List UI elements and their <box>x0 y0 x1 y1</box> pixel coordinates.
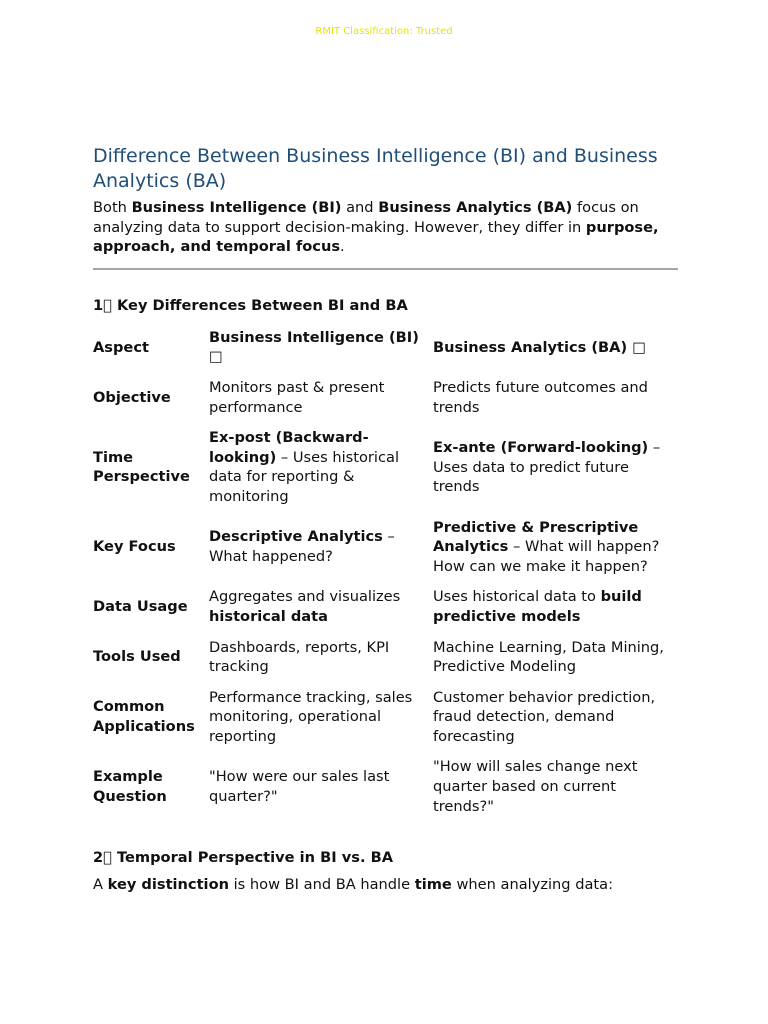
cell-bold-text: build predictive models <box>433 588 642 625</box>
cell-ba <box>433 683 678 753</box>
table-row <box>93 752 678 822</box>
cell-aspect: Common Applications <box>93 698 195 736</box>
cell-ba <box>433 752 678 822</box>
cell-aspect: Key Focus <box>93 538 176 556</box>
cell-text: Predicts future outcomes and trends <box>433 378 648 416</box>
cell-aspect: Data Usage <box>93 598 188 616</box>
cell-bold-text: Descriptive Analytics <box>209 528 383 546</box>
cell-text: Uses historical data to <box>433 588 601 606</box>
cell-ba <box>433 582 678 632</box>
document-body <box>93 144 678 895</box>
cell-bold-text: Predictive & Prescriptive Analytics <box>433 518 639 556</box>
cell-aspect: Time Perspective <box>93 448 190 486</box>
cell-text: – Uses data to predict future trends <box>433 438 661 496</box>
section-heading-key-differences: 1⃣ Key Differences Between BI and BA <box>93 296 408 314</box>
cell-text: Performance tracking, sales monitoring, operational reporting <box>209 688 413 745</box>
classification-label: RMIT Classification: Trusted <box>315 26 453 37</box>
cell-bi <box>209 633 433 683</box>
header-bi: Business Intelligence (BI) □ <box>209 328 419 366</box>
cell-text: – What will happen? How can we make it happen? <box>433 538 660 575</box>
horizontal-divider <box>93 268 678 270</box>
cell-text: Monitors past & present performance <box>209 378 385 416</box>
temporal-intro-line <box>93 875 678 895</box>
intro-bold-ba: Business Analytics (BA) <box>378 199 573 216</box>
differences-table <box>93 323 678 822</box>
table-row <box>93 423 678 512</box>
cell-text: – Uses historical data for reporting & monitoring <box>209 448 399 505</box>
cell-bi <box>209 373 433 423</box>
table-row <box>93 513 678 583</box>
cell-bi <box>209 423 433 512</box>
cell-aspect: Objective <box>93 388 171 406</box>
cell-bi <box>209 582 433 632</box>
cell-text: Machine Learning, Data Mining, Predictive Modeling <box>433 638 664 676</box>
cell-text: Customer behavior prediction, fraud detection, demand forecasting <box>433 688 656 745</box>
line-bold: time <box>414 876 452 894</box>
cell-bi <box>209 513 433 583</box>
cell-ba <box>433 513 678 583</box>
cell-bi <box>209 752 433 822</box>
cell-text: – What happened? <box>209 528 395 565</box>
intro-text: focus on analyzing data to support decision-making. However, they differ in <box>93 199 639 236</box>
header-aspect: Aspect <box>93 338 149 356</box>
intro-text: Both <box>93 199 132 216</box>
intro-text: and <box>341 199 379 216</box>
cell-bi <box>209 683 433 753</box>
cell-bold-text: Ex-ante (Forward-looking) <box>433 438 649 456</box>
cell-bold-text: historical data <box>209 607 328 625</box>
table-row <box>93 633 678 683</box>
intro-paragraph <box>93 198 678 257</box>
intro-text: . <box>340 238 345 256</box>
cell-ba <box>433 633 678 683</box>
table-row <box>93 373 678 423</box>
line-bold: key distinction <box>107 876 229 894</box>
table-row <box>93 582 678 632</box>
table-header-row <box>93 323 678 373</box>
line-text: when analyzing data: <box>451 876 614 894</box>
cell-text: "How will sales change next quarter based on current trends?" <box>433 758 638 815</box>
cell-text: "How were our sales last quarter?" <box>209 768 390 805</box>
intro-bold-focus: purpose, approach, and temporal focus <box>93 218 659 256</box>
cell-bold-text: Ex-post (Backward-looking) <box>209 429 369 466</box>
cell-text: Dashboards, reports, KPI tracking <box>209 638 390 676</box>
header-ba: Business Analytics (BA) □ <box>433 338 647 356</box>
cell-aspect: Tools Used <box>93 648 181 666</box>
page-title: Difference Between Business Intelligence (BI) and Business Analytics (BA) <box>93 145 658 192</box>
line-text: A <box>93 876 108 894</box>
cell-text: Aggregates and visualizes <box>209 588 401 606</box>
section-heading-temporal: 2⃣ Temporal Perspective in BI vs. BA <box>93 849 394 867</box>
cell-ba <box>433 373 678 423</box>
cell-ba <box>433 423 678 512</box>
intro-bold-bi: Business Intelligence (BI) <box>131 199 342 216</box>
line-text: is how BI and BA handle <box>228 876 415 894</box>
table-row <box>93 683 678 753</box>
cell-aspect: Example Question <box>93 768 167 805</box>
